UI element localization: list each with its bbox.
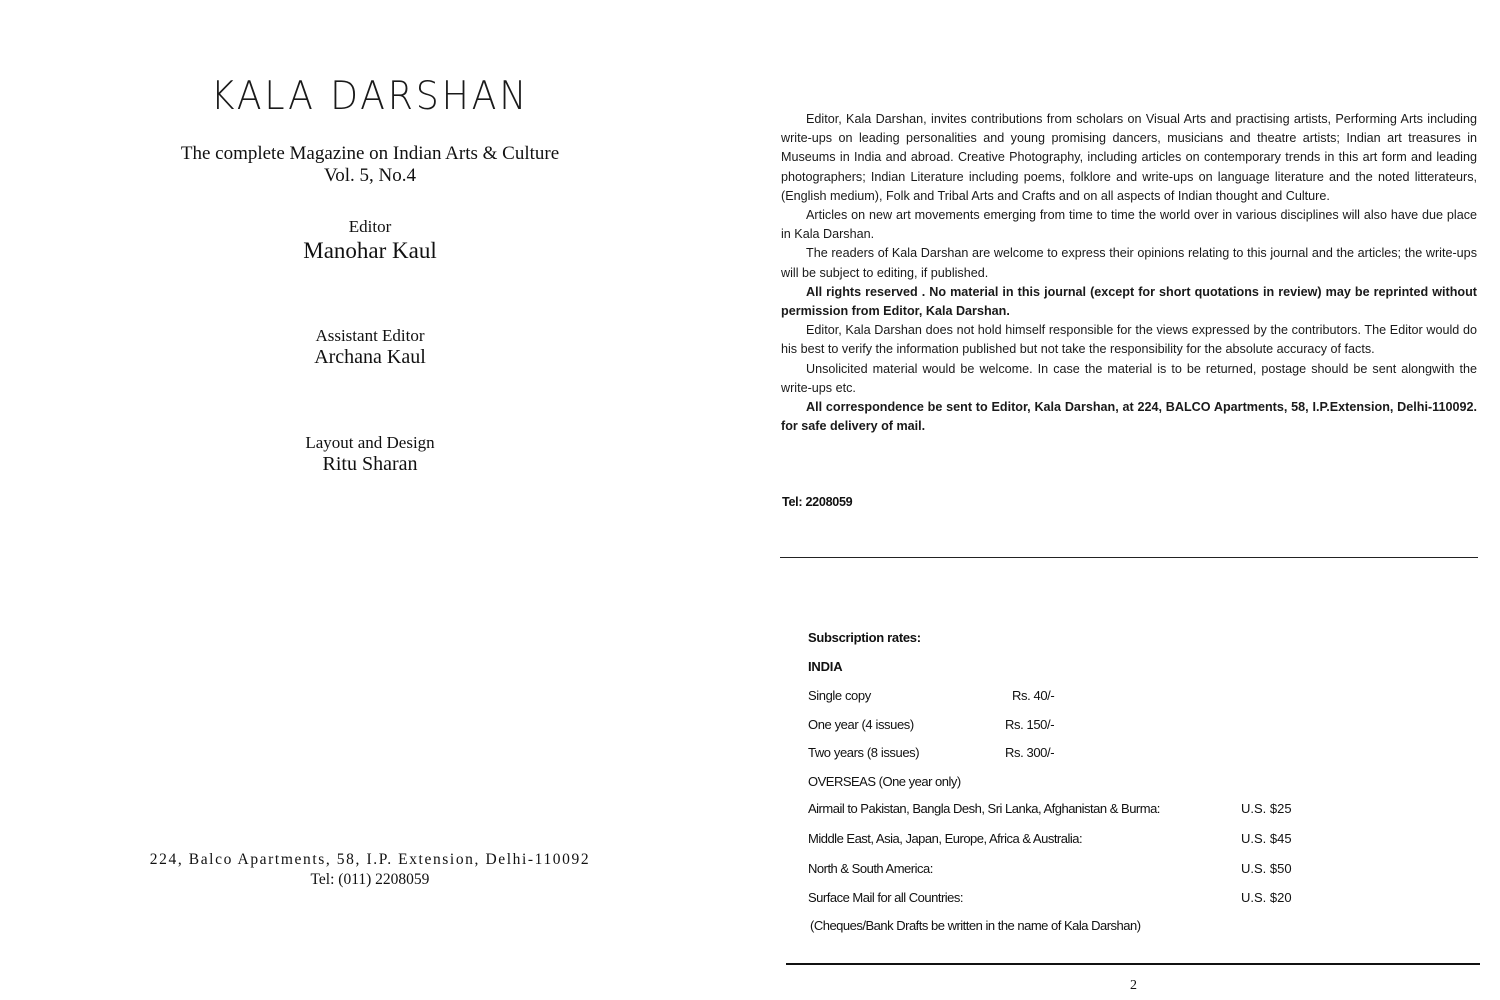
- rate-label: One year (4 issues): [808, 717, 914, 732]
- issue-number: Vol. 5, No.4: [323, 165, 417, 186]
- rate-label: Surface Mail for all Countries:: [808, 890, 964, 905]
- info-paragraph-reader-opinions: The readers of Kala Darshan are welcome to express their opinions relating to this journal and the articles; the write-ups will be subject to editing, if published.: [781, 246, 1477, 280]
- right-page: [750, 0, 1500, 1000]
- info-paragraph-rights-reserved: All rights reserved . No material in this journal (except for short quotations in review) may be reprinted without permission from Editor, Kala Darshan.: [781, 284, 1477, 319]
- rate-label: Middle East, Asia, Japan, Europe, Africa & Australia:: [808, 831, 1083, 846]
- rate-label: North & South America:: [808, 861, 933, 876]
- rate-row-airmail-asia: [808, 801, 1308, 819]
- rate-amount: U.S. $20: [1241, 890, 1292, 905]
- footer-divider: [786, 963, 1480, 965]
- layout-design-name: Ritu Sharan: [322, 453, 418, 475]
- info-paragraph-disclaimer: Editor, Kala Darshan does not hold himself responsible for the views expressed by the contributors. The Editor would do his best to verify the information published but not take the responsibility for the absolute accuracy of facts.: [781, 323, 1477, 357]
- rate-row-one-year: [808, 717, 1068, 735]
- rate-label: Airmail to Pakistan, Bangla Desh, Sri Lanka, Afghanistan & Burma:: [808, 801, 1160, 816]
- editor-name: Manohar Kaul: [303, 238, 437, 263]
- rate-amount: U.S. $45: [1241, 831, 1292, 846]
- payment-note: (Cheques/Bank Drafts be written in the name of Kala Darshan): [810, 918, 1141, 933]
- subscription-title: Subscription rates:: [808, 630, 921, 645]
- page-number: 2: [1130, 978, 1137, 993]
- assistant-editor-role: Assistant Editor: [315, 326, 425, 345]
- rate-amount: Rs. 300/-: [1005, 745, 1055, 760]
- rate-row-middle-east-europe: [808, 831, 1308, 849]
- info-paragraph-unsolicited: Unsolicited material would be welcome. In case the material is to be returned, postage should be sent alongwith the write-ups etc.: [781, 361, 1477, 395]
- magazine-masthead: KALA DARSHAN: [210, 74, 530, 119]
- layout-design-role: Layout and Design: [305, 433, 435, 452]
- rate-amount: U.S. $50: [1241, 861, 1292, 876]
- rate-amount: U.S. $25: [1241, 801, 1292, 816]
- overseas-rates-heading: OVERSEAS (One year only): [808, 774, 961, 789]
- contribution-info: [781, 110, 1477, 436]
- publisher-telephone: Tel: (011) 2208059: [310, 871, 430, 888]
- editorial-telephone: Tel: 2208059: [782, 495, 853, 509]
- editor-role: Editor: [348, 217, 392, 236]
- rate-label: Single copy: [808, 688, 871, 703]
- assistant-editor-name: Archana Kaul: [314, 346, 426, 368]
- info-paragraph-contributions: Editor, Kala Darshan, invites contributions from scholars on Visual Arts and practising artists, Performing Arts including write-ups on leading personalities and young promising dancers, musicians and theatre artists; Indian art treasures in Museums in India and abroad. Creative Photography, including articles on contemporary trends in this art form and leading photographers; Indian Literature including poems, folklore and write-ups on language literature and the noted litterateurs, (English medium), Folk and Tribal Arts and Crafts and on all aspects of Indian thought and Culture.: [781, 112, 1477, 203]
- section-divider: [780, 557, 1478, 558]
- rate-row-surface-mail: [808, 890, 1308, 908]
- india-rates-heading: INDIA: [808, 659, 843, 674]
- publisher-address: 224, Balco Apartments, 58, I.P. Extension, Delhi-110092: [149, 851, 591, 868]
- info-paragraph-correspondence: All correspondence be sent to Editor, Kala Darshan, at 224, BALCO Apartments, 58, I.P.Extension, Delhi-110092. for safe delivery of mail.: [781, 400, 1477, 434]
- rate-amount: Rs. 40/-: [1012, 688, 1055, 703]
- rate-row-two-years: [808, 745, 1068, 763]
- rate-label: Two years (8 issues): [808, 745, 920, 760]
- rate-row-single-copy: [808, 688, 1068, 706]
- rate-amount: Rs. 150/-: [1005, 717, 1055, 732]
- rate-row-americas: [808, 861, 1308, 879]
- info-paragraph-art-movements: Articles on new art movements emerging from time to time the world over in various disciplines will also have due place in Kala Darshan.: [781, 208, 1477, 242]
- left-page: [0, 0, 740, 1000]
- magazine-tagline: The complete Magazine on Indian Arts & Culture: [180, 143, 560, 164]
